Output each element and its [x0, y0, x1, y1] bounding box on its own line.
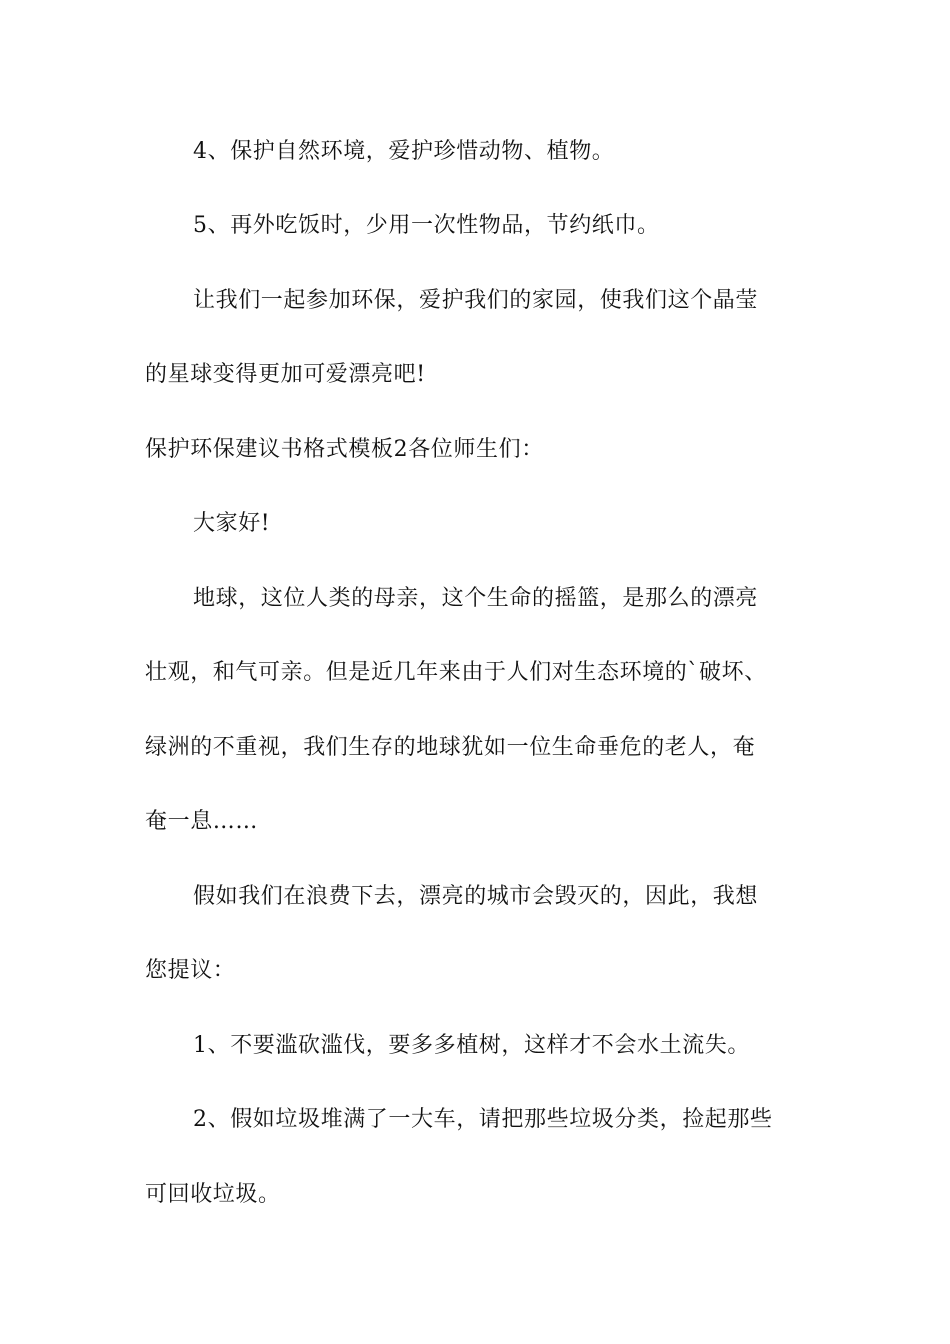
list-item-5: 5、再外吃饭时，少用一次性物品，节约纸巾。	[193, 213, 660, 238]
paragraph-line: 您提议：	[145, 958, 236, 983]
paragraph-line: 奄一息……	[145, 809, 259, 834]
paragraph-line: 可回收垃圾。	[145, 1182, 281, 1207]
section-heading: 保护环保建议书格式模板2各位师生们：	[145, 437, 544, 462]
paragraph-line: 让我们一起参加环保，爱护我们的家园，使我们这个晶莹	[193, 288, 759, 313]
paragraph-line: 地球，这位人类的母亲，这个生命的摇篮，是那么的漂亮	[193, 586, 759, 611]
greeting: 大家好!	[193, 511, 271, 536]
list-item-4: 4、保护自然环境，爱护珍惜动物、植物。	[193, 139, 615, 164]
paragraph-line: 绿洲的不重视，我们生存的地球犹如一位生命垂危的老人，奄	[145, 735, 756, 760]
list-item-2: 2、假如垃圾堆满了一大车，请把那些垃圾分类，捡起那些	[193, 1107, 773, 1132]
paragraph-line: 壮观，和气可亲。但是近几年来由于人们对生态环境的`破坏、	[145, 660, 767, 685]
paragraph-line: 的星球变得更加可爱漂亮吧!	[145, 362, 426, 387]
paragraph-line: 假如我们在浪费下去，漂亮的城市会毁灭的，因此，我想	[193, 884, 759, 909]
list-item-1: 1、不要滥砍滥伐，要多多植树，这样才不会水土流失。	[193, 1033, 750, 1058]
